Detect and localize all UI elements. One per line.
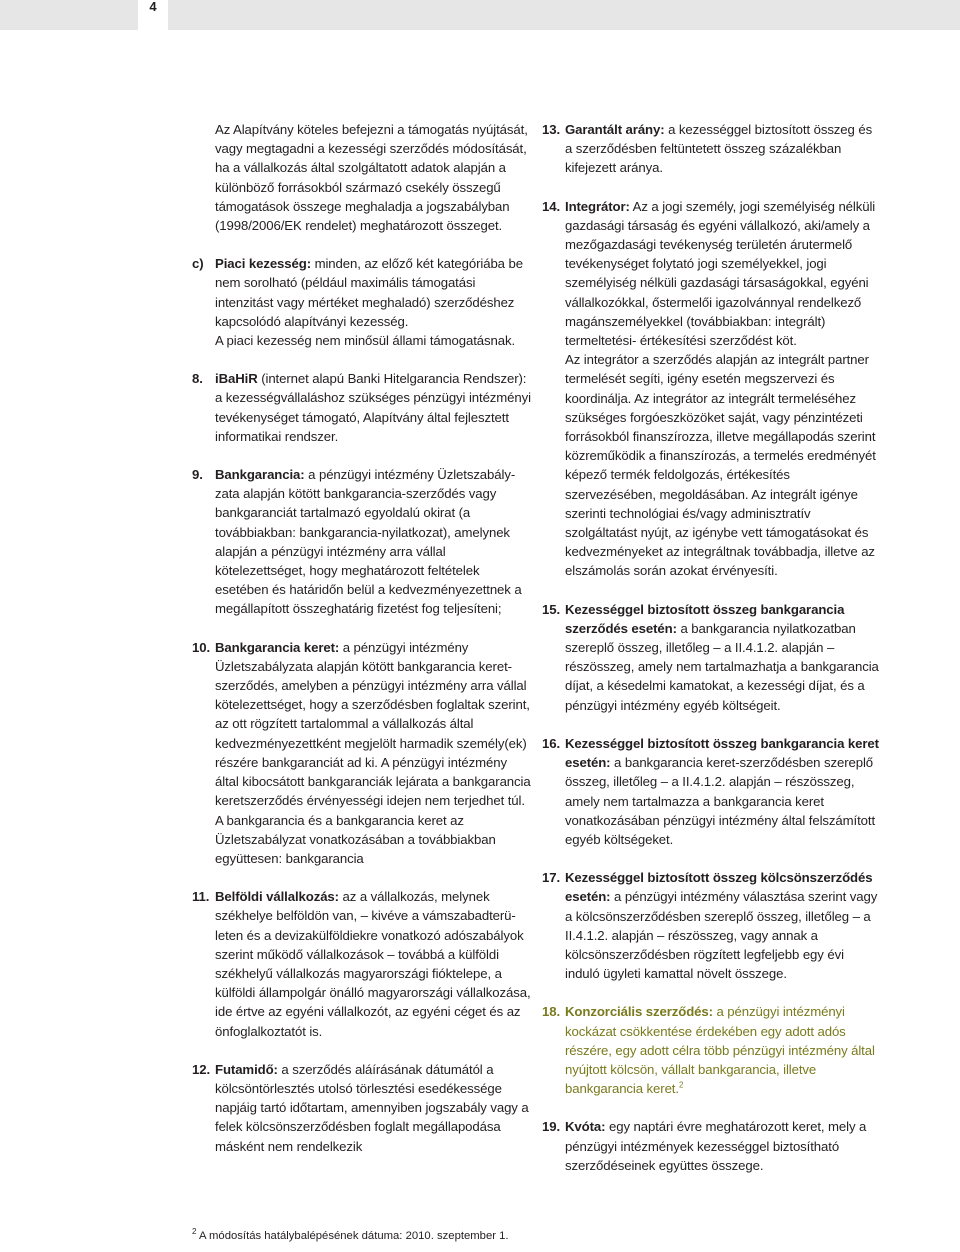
definition-9 <box>192 465 532 619</box>
definition-10 <box>192 638 532 868</box>
definition-term: Bankgarancia: <box>215 467 305 483</box>
page-number: 4 <box>138 0 168 30</box>
definition-term: Belföldi vállalkozás: <box>215 889 339 905</box>
footnote-number: 2 <box>192 1227 197 1237</box>
definition-term: Kezességgel biztosított összeg bankgarancia szerződés esetén: <box>565 601 845 636</box>
definition-text: Az a jogi személy, jogi személyiség nélküli gazdasági társaság és egyéni vállalkozó, aki/amely a mezőgazdasági tevékenység területén árutermelő tevékenységet folytató jogi személyekkel, jogi személyiség nélküli gazdasági társaságokkal, egyéni vállalkozókkal, őstermelői igazolvánnyal rendelkező magánszemélyekkel (továbbiakban: integrált) termeltetési- értékesítési szerződést köt. <box>565 198 876 349</box>
definition-12 <box>192 1060 532 1156</box>
definition-11 <box>192 887 532 1041</box>
definition-number: 9. <box>192 467 203 483</box>
definition-number: 13. <box>542 122 561 137</box>
definition-text: a pénzügyi intézményi kockázat csökkentése érdekében egy adott adós részére, egy adott célra több pénzügyi intézmény által nyújtott kölcsön, vállalt bankgarancia, illetve bankgarancia keret. <box>565 1004 875 1097</box>
definition-term: Kezességgel biztosított összeg bankgarancia keret esetén: <box>565 735 879 771</box>
definition-number: 16. <box>542 735 561 751</box>
definition-term: Futamidő: <box>215 1061 278 1077</box>
definition-text: A piaci kezesség nem minősül állami támogatásnak. <box>215 333 516 349</box>
definition-text: a pénzügyi intézmény Üzletszabályzata alapján kötött bankgarancia keret-szerződés, amelyben a pénzügyi intézmény arra vállal kötelezettséget, hogy a szerződésben foglaltak szerint, az ott rögzített tartalommal a vállalkozás által kedvezményezettként megjelölt harmadik személy(ek) részére bankgaranciát ad ki. A pénzügyi intézmény által kibocsátott bankgaranciák lejárata a bankgarancia keretszerződés érvényességi idejen nem terjedhet túl. <box>215 639 531 809</box>
definition-text: a kezességgel biztosított összeg és a szerződésben feltüntetett összeg százalékban kifejezett aránya. <box>565 122 873 176</box>
definition-17 <box>542 868 882 983</box>
definition-16 <box>542 734 882 849</box>
definition-text: a szerződés aláírásának dátumától a kölcsöntörlesztés utolsó törlesztési esedékessége napjáig tartó időtartam, amennyiben jogszabály vagy a felek kölcsönszerződésben foglalt megállapodása másként nem rendelkezik <box>215 1061 529 1154</box>
definition-term: Garantált arány: <box>565 122 665 137</box>
definition-number: 14. <box>542 198 561 214</box>
definition-term: iBaHiR <box>215 371 258 387</box>
definition-text: (internet alapú Banki Hitelgarancia Rendszer): a kezességvállaláshoz szükséges pénzügyi intézményi tevékenységet támogató, Alapítvány által fejlesztett informatikai rendszer. <box>215 371 531 444</box>
definition-15 <box>542 600 882 715</box>
definition-number: 11. <box>192 889 210 905</box>
definition-number: 8. <box>192 371 203 387</box>
definition-term: Bankgarancia keret: <box>215 639 340 655</box>
definition-text: a bankgarancia keret-szerződésben szereplő összeg, illetőleg – a II.4.1.2. alapján – részösszeg, amely nem tartalmazza a bankgarancia keret vonatkozásában pénzügyi intézmény által felszámított egyéb költségeket. <box>565 755 876 847</box>
definition-13 <box>542 120 882 178</box>
definition-text: a pénzügyi intézmény Üzletszabály-zata alapján kötött bankgarancia-szerződés vagy bankgaranciát tartalmazó egyoldalú okirat (a továbbiakban: bankgarancia-nyilatkozat), amelynek alapján a pénzügyi intézmény arra vállal kötelezettséget, hogy meghatározott feltételek esetében és határidőn belül a kedvezményezettnek a megállapított összeghatárig fizetést fog teljesíteni; <box>215 467 522 617</box>
definition-text: A bankgarancia és a bankgarancia keret az Üzletszabályzat vonatkozásában a továbbiakban együttesen: bankgarancia <box>215 812 496 866</box>
definition-19 <box>542 1117 882 1175</box>
definition-number: 10. <box>192 639 211 655</box>
definition-text: az a vállalkozás, melynek székhelye belföldön van, – kivéve a vámszabadterü-leten és a devizakülföldiekre vonatkozó adószabályok szerint működő vállalkozások – továbbá a külföldi székhelyű vállalkozás magyarországi fióktelepe, a külföldi állampolgár önálló magyarországi vállalkozása, ide értve az egyéni vállalkozót, az egyéni céget és az önfoglalkoztatót is. <box>215 889 531 1039</box>
definition-text: a bankgarancia nyilatkozatban szereplő összeg, illetőleg – a II.4.1.2. alapján – részösszeg, amely nem tartalmazhatja a bankgarancia díjat, a késedelmi kamatokat, a kezességi díjat, és a pénzügyi intézmény egyéb költségeit. <box>565 620 879 713</box>
definition-term: Integrátor: <box>565 198 630 214</box>
definition-c <box>192 254 532 350</box>
definition-number: 15. <box>542 601 561 617</box>
footnote-marker: 2 <box>678 1080 684 1090</box>
definition-8 <box>192 369 532 446</box>
left-column <box>192 120 532 1156</box>
right-column <box>542 120 882 1175</box>
page-header-bar <box>0 0 960 30</box>
definition-text: egy naptári évre meghatározott keret, mely a pénzügyi intézmények kezességgel biztosítható szerződéseinek együttes összege. <box>565 1119 867 1173</box>
definition-18 <box>542 1002 882 1098</box>
definition-number: 18. <box>542 1004 561 1020</box>
definition-term: Kezességgel biztosított összeg kölcsönszerződés esetén: <box>565 870 873 905</box>
definition-text: minden, az előző két kategóriába be nem sorolható (például maximális támogatási intenzitást vagy mértéket meghaladó) szerződéshez kapcsolódó alapítványi kezesség. <box>215 256 523 329</box>
definition-text: a pénzügyi intézmény választása szerint vagy a kölcsönszerződésben szereplő összeg, illetőleg – a II.4.1.2. alapján – részösszeg, vagy annak a kölcsönszerződésben rögzített legfeljebb egy évi induló ügyleti kamattal növelt összege. <box>565 889 878 982</box>
intro-paragraph: Az Alapítvány köteles befejezni a támogatás nyújtását, vagy megtagadni a kezességi szerződés módosítását, ha a vállalkozás által szolgáltatott adatok alapján a különböző forrásokból származó csekély összegű támogatások összege meghaladja a jogszabályban (1998/2006/EK rendelet) meghatározott összeget. <box>215 122 528 234</box>
footnote-text: A módosítás hatálybalépésének dátuma: 2010. szeptember 1. <box>196 1230 509 1242</box>
definition-term: Konzorciális szerződés: <box>565 1004 713 1020</box>
definition-number: c) <box>192 256 204 272</box>
definition-term: Piaci kezesség: <box>215 256 312 272</box>
definition-number: 19. <box>542 1119 561 1135</box>
definition-number: 17. <box>542 870 561 886</box>
definition-term: Kvóta: <box>565 1119 606 1135</box>
definition-text: Az integrátor a szerződés alapján az integrált partner termelését segíti, igény esetén megszervezi és koordinálja. Az integrátor az integrált termeléséhez szükséges forgóeszközöket saját, vagy pénzintézeti forrásokból finanszírozza, illetve megállapodás szerint közreműködik a finanszírozás, a termelés eredményét képező termék feldolgozás, értékesítés szervezésében, megoldásában. Az integrált igénye szerinti technológiai és/vagy adminisztratív szolgáltatást nyújt, az igénybe vett támogatásokat és kedvezményeket az integráltnak továbbadja, illetve az elszámolás során azokat érvényesíti. <box>565 352 876 579</box>
definition-14 <box>542 197 882 581</box>
definition-number: 12. <box>192 1061 211 1077</box>
footnote <box>192 1229 509 1243</box>
